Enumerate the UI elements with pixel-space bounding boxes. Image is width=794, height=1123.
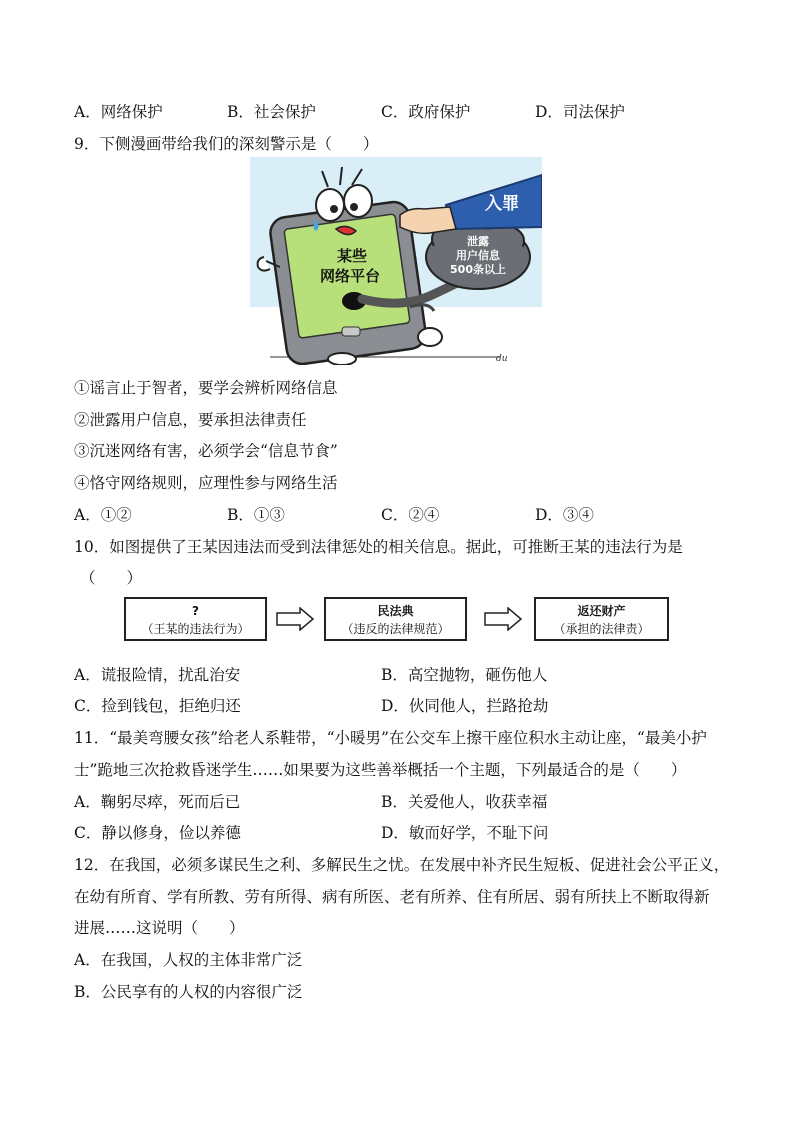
flow-box-3-sub: （承担的法律责） — [553, 622, 650, 636]
q9-option-d: D．③④ — [535, 506, 594, 524]
cloud-text-1: 泄露 — [467, 235, 489, 248]
cloud-text-2: 用户信息 — [456, 249, 500, 262]
q12-stem-1: 12．在我国，必须多谋民生之利、多解民生之忧。在发展中补齐民生短板、促进社会公平正义， — [74, 856, 730, 874]
q8-option-a: A．网络保护 — [74, 103, 163, 121]
q9-option-c: C．②④ — [381, 506, 440, 524]
q10-stem-2: （ ） — [80, 569, 143, 587]
q9-stem: 9．下侧漫画带给我们的深刻警示是（ ） — [74, 135, 379, 153]
signature: du — [496, 354, 508, 364]
q11-option-a: A．鞠躬尽瘁，死而后已 — [74, 793, 241, 811]
q12-option-a: A．在我国，人权的主体非常广泛 — [74, 951, 303, 969]
q11-option-d: D．敏而好学，不耻下问 — [381, 824, 549, 842]
q9-item-4: ④恪守网络规则，应理性参与网络生活 — [74, 474, 338, 492]
banner-text: 入罪 — [485, 194, 519, 214]
q11-option-b: B．关爱他人，收获幸福 — [381, 793, 548, 811]
q12-option-b: B．公民享有的人权的内容很广泛 — [74, 983, 303, 1001]
flow-arrow-1 — [276, 607, 314, 631]
flow-box-2-title: 民法典 — [377, 604, 414, 618]
q8-option-c: C．政府保护 — [381, 103, 471, 121]
q9-item-1: ①谣言止于智者，要学会辨析网络信息 — [74, 379, 338, 397]
q9-cartoon — [250, 157, 542, 365]
q12-stem-2: 在幼有所育、学有所教、劳有所得、病有所医、老有所养、住有所居、弱有所扶上不断取得新 — [74, 888, 710, 906]
q9-item-2: ②泄露用户信息，要承担法律责任 — [74, 411, 307, 429]
flow-arrow-2 — [484, 607, 522, 631]
info-cloud — [426, 223, 530, 289]
flow-box-1-title: ? — [192, 604, 199, 618]
q10-flowchart — [124, 597, 669, 647]
flow-box-2 — [324, 597, 467, 641]
q10-option-b: B．高空抛物，砸伤他人 — [381, 666, 548, 684]
q9-option-a: A．①② — [74, 506, 132, 524]
flow-box-1-sub: （王某的违法行为） — [141, 622, 250, 636]
q10-option-d: D．伙同他人，拦路抢劫 — [381, 697, 549, 715]
cloud-text-3: 500条以上 — [450, 263, 506, 276]
q11-stem-2: 士”跪地三次抢救昏迷学生……如果要为这些善举概括一个主题，下列最适合的是（ ） — [74, 761, 687, 779]
q9-option-b: B．①③ — [227, 506, 285, 524]
q8-option-d: D．司法保护 — [535, 103, 625, 121]
q8-option-b: B．社会保护 — [227, 103, 316, 121]
q11-stem-1: 11．“最美弯腰女孩”给老人系鞋带，“小暖男”在公交车上擦干座位积水主动让座，“最美小护 — [74, 729, 707, 747]
flow-box-1 — [124, 597, 267, 641]
q10-option-c: C．捡到钱包，拒绝归还 — [74, 697, 241, 715]
flow-box-3-title: 返还财产 — [577, 604, 626, 618]
q12-stem-3: 进展……这说明（ ） — [74, 919, 245, 937]
q10-stem-1: 10．如图提供了王某因违法而受到法律惩处的相关信息。据此，可推断王某的违法行为是 — [74, 538, 683, 556]
q10-option-a: A．谎报险情，扰乱治安 — [74, 666, 241, 684]
q11-option-c: C．静以修身，俭以养德 — [74, 824, 241, 842]
flow-box-2-sub: （违反的法律规范） — [341, 622, 450, 636]
phone-text-1: 某些 — [336, 247, 368, 265]
flow-box-3 — [534, 597, 669, 641]
q9-item-3: ③沉迷网络有害，必须学会“信息节食” — [74, 442, 338, 460]
phone-text-2: 网络平台 — [319, 267, 381, 285]
